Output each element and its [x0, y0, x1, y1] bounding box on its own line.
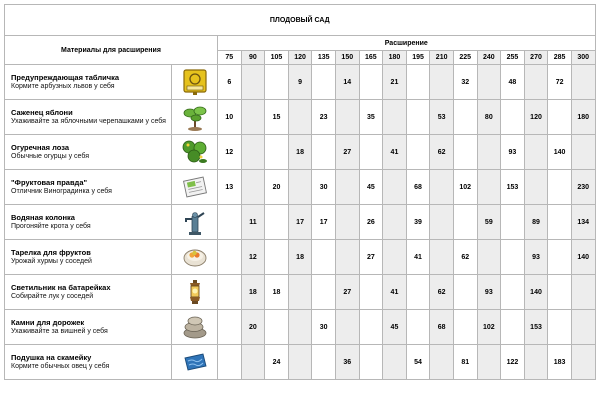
material-description: Прогоняйте крота у себя — [11, 223, 91, 230]
cell-level-75 — [218, 240, 242, 275]
cell-level-150: 14 — [335, 65, 359, 100]
cell-level-285 — [548, 310, 572, 345]
cell-level-300 — [571, 345, 595, 380]
material-name-cell — [5, 205, 172, 240]
material-name: Огуречная лоза — [11, 143, 70, 152]
cell-level-135 — [312, 240, 336, 275]
path-stones-icon — [172, 310, 218, 345]
cell-level-105: 20 — [265, 170, 289, 205]
material-row — [5, 170, 596, 205]
cell-level-75 — [218, 275, 242, 310]
material-name: "Фруктовая правда" — [11, 178, 88, 187]
material-row — [5, 275, 596, 310]
cell-level-150 — [335, 205, 359, 240]
cell-level-105: 15 — [265, 100, 289, 135]
cell-level-135 — [312, 345, 336, 380]
cell-level-105: 24 — [265, 345, 289, 380]
cell-level-90 — [241, 100, 265, 135]
cell-level-285: 140 — [548, 135, 572, 170]
cell-level-225 — [453, 135, 477, 170]
level-header-165: 165 — [359, 51, 383, 65]
fruit-bowl-icon — [172, 240, 218, 275]
cell-level-240: 102 — [477, 310, 501, 345]
lantern-icon — [172, 275, 218, 310]
material-description: Ухаживайте за вишней у себя — [11, 328, 108, 335]
cell-level-225: 102 — [453, 170, 477, 205]
material-description: Ухаживайте за яблочными черепашками у себя — [11, 118, 166, 125]
cell-level-180 — [383, 100, 407, 135]
cell-level-165 — [359, 345, 383, 380]
level-header-240: 240 — [477, 51, 501, 65]
material-row — [5, 345, 596, 380]
cell-level-270 — [524, 135, 548, 170]
cell-level-300: 180 — [571, 100, 595, 135]
cell-level-105 — [265, 240, 289, 275]
cell-level-210: 62 — [430, 275, 454, 310]
cell-level-180 — [383, 170, 407, 205]
material-description: Собирайте лук у соседей — [11, 293, 94, 300]
cell-level-270 — [524, 65, 548, 100]
cell-level-120 — [288, 100, 312, 135]
material-row — [5, 135, 596, 170]
level-header-105: 105 — [265, 51, 289, 65]
material-row — [5, 205, 596, 240]
title-row — [5, 5, 596, 36]
cell-level-240: 80 — [477, 100, 501, 135]
level-header-285: 285 — [548, 51, 572, 65]
cell-level-240 — [477, 135, 501, 170]
material-name-cell — [5, 345, 172, 380]
cell-level-225: 62 — [453, 240, 477, 275]
cell-level-120: 17 — [288, 205, 312, 240]
cell-level-90 — [241, 65, 265, 100]
cell-level-195: 68 — [406, 170, 430, 205]
level-header-180: 180 — [383, 51, 407, 65]
cell-level-240 — [477, 345, 501, 380]
cell-level-180: 41 — [383, 135, 407, 170]
cell-level-195 — [406, 65, 430, 100]
newspaper-icon — [172, 170, 218, 205]
cell-level-240: 93 — [477, 275, 501, 310]
cell-level-75 — [218, 205, 242, 240]
material-name: Подушка на скамейку — [11, 353, 92, 362]
cell-level-285: 72 — [548, 65, 572, 100]
cell-level-300 — [571, 135, 595, 170]
material-name-cell — [5, 135, 172, 170]
orchard-expansion-table-container — [4, 4, 595, 399]
level-header-195: 195 — [406, 51, 430, 65]
cell-level-135 — [312, 275, 336, 310]
cell-level-255 — [501, 275, 525, 310]
cell-level-120: 18 — [288, 135, 312, 170]
cell-level-90: 11 — [241, 205, 265, 240]
material-row — [5, 310, 596, 345]
material-description: Отличник Виноградинка у себя — [11, 188, 112, 195]
cell-level-270: 89 — [524, 205, 548, 240]
header-row — [5, 36, 596, 51]
cell-level-120 — [288, 275, 312, 310]
cell-level-195: 54 — [406, 345, 430, 380]
cell-level-165 — [359, 310, 383, 345]
cell-level-285 — [548, 100, 572, 135]
material-name: Водяная колонка — [11, 213, 75, 222]
cell-level-225: 32 — [453, 65, 477, 100]
cell-level-255 — [501, 205, 525, 240]
level-header-120: 120 — [288, 51, 312, 65]
cell-level-285 — [548, 170, 572, 205]
cell-level-75: 6 — [218, 65, 242, 100]
cell-level-135: 23 — [312, 100, 336, 135]
cell-level-75 — [218, 310, 242, 345]
cell-level-270 — [524, 170, 548, 205]
cell-level-270: 140 — [524, 275, 548, 310]
material-row — [5, 100, 596, 135]
cell-level-195 — [406, 100, 430, 135]
warning-sign-icon — [172, 65, 218, 100]
cell-level-255: 48 — [501, 65, 525, 100]
cell-level-180: 41 — [383, 275, 407, 310]
level-header-135: 135 — [312, 51, 336, 65]
cell-level-225 — [453, 275, 477, 310]
cell-level-255 — [501, 100, 525, 135]
cell-level-300: 134 — [571, 205, 595, 240]
cell-level-90: 18 — [241, 275, 265, 310]
materials-header: Материалы для расширения — [5, 36, 218, 65]
cell-level-165: 26 — [359, 205, 383, 240]
bench-cushion-icon — [172, 345, 218, 380]
cell-level-225 — [453, 310, 477, 345]
material-name: Светильник на батарейках — [11, 283, 111, 292]
cell-level-210 — [430, 240, 454, 275]
cell-level-210 — [430, 205, 454, 240]
cell-level-135 — [312, 65, 336, 100]
cell-level-165: 27 — [359, 240, 383, 275]
cell-level-120 — [288, 170, 312, 205]
cell-level-225: 81 — [453, 345, 477, 380]
cell-level-75: 10 — [218, 100, 242, 135]
cell-level-165 — [359, 65, 383, 100]
page-title: ПЛОДОВЫЙ САД — [5, 5, 596, 36]
cell-level-90 — [241, 345, 265, 380]
cell-level-285 — [548, 275, 572, 310]
cell-level-210 — [430, 170, 454, 205]
cell-level-195: 41 — [406, 240, 430, 275]
cell-level-75: 12 — [218, 135, 242, 170]
cell-level-90: 20 — [241, 310, 265, 345]
cell-level-210 — [430, 65, 454, 100]
material-name-cell — [5, 275, 172, 310]
material-row — [5, 65, 596, 100]
cell-level-120: 9 — [288, 65, 312, 100]
cell-level-120 — [288, 345, 312, 380]
cell-level-225 — [453, 100, 477, 135]
level-header-225: 225 — [453, 51, 477, 65]
cell-level-150 — [335, 240, 359, 275]
orchard-expansion-table — [4, 4, 596, 380]
cell-level-255 — [501, 310, 525, 345]
cell-level-120: 18 — [288, 240, 312, 275]
cell-level-135: 30 — [312, 310, 336, 345]
material-name: Саженец яблони — [11, 108, 73, 117]
cucumber-vine-icon — [172, 135, 218, 170]
cell-level-105 — [265, 310, 289, 345]
cell-level-105 — [265, 65, 289, 100]
cell-level-195: 39 — [406, 205, 430, 240]
cell-level-240 — [477, 170, 501, 205]
cell-level-105: 18 — [265, 275, 289, 310]
cell-level-300: 140 — [571, 240, 595, 275]
cell-level-180 — [383, 345, 407, 380]
cell-level-150: 27 — [335, 275, 359, 310]
cell-level-165: 35 — [359, 100, 383, 135]
apple-sapling-icon — [172, 100, 218, 135]
level-header-90: 90 — [241, 51, 265, 65]
cell-level-270: 120 — [524, 100, 548, 135]
expansion-header: Расширение — [218, 36, 596, 51]
cell-level-180 — [383, 205, 407, 240]
cell-level-210: 68 — [430, 310, 454, 345]
cell-level-150 — [335, 100, 359, 135]
cell-level-270: 93 — [524, 240, 548, 275]
cell-level-195 — [406, 310, 430, 345]
material-name-cell — [5, 170, 172, 205]
material-description: Урожай хурмы у соседей — [11, 258, 92, 265]
material-description: Кормите арбузных львов у себя — [11, 83, 115, 90]
material-name: Тарелка для фруктов — [11, 248, 91, 257]
cell-level-210: 62 — [430, 135, 454, 170]
level-header-300: 300 — [571, 51, 595, 65]
cell-level-135 — [312, 135, 336, 170]
material-name-cell — [5, 310, 172, 345]
cell-level-90 — [241, 135, 265, 170]
cell-level-120 — [288, 310, 312, 345]
cell-level-195 — [406, 135, 430, 170]
level-header-150: 150 — [335, 51, 359, 65]
cell-level-285 — [548, 205, 572, 240]
cell-level-105 — [265, 135, 289, 170]
cell-level-240 — [477, 240, 501, 275]
cell-level-255: 93 — [501, 135, 525, 170]
cell-level-180 — [383, 240, 407, 275]
cell-level-285 — [548, 240, 572, 275]
cell-level-150: 36 — [335, 345, 359, 380]
cell-level-240 — [477, 65, 501, 100]
cell-level-300 — [571, 275, 595, 310]
cell-level-90: 12 — [241, 240, 265, 275]
material-name: Камни для дорожек — [11, 318, 85, 327]
cell-level-210 — [430, 345, 454, 380]
cell-level-255: 122 — [501, 345, 525, 380]
cell-level-165 — [359, 135, 383, 170]
material-row — [5, 240, 596, 275]
cell-level-180: 21 — [383, 65, 407, 100]
cell-level-300 — [571, 310, 595, 345]
material-description: Обычные огурцы у себя — [11, 153, 90, 160]
cell-level-150: 27 — [335, 135, 359, 170]
cell-level-240: 59 — [477, 205, 501, 240]
cell-level-75 — [218, 345, 242, 380]
cell-level-210: 53 — [430, 100, 454, 135]
cell-level-300 — [571, 65, 595, 100]
cell-level-135: 17 — [312, 205, 336, 240]
material-description: Кормите обычных овец у себя — [11, 363, 110, 370]
material-name-cell — [5, 240, 172, 275]
cell-level-180: 45 — [383, 310, 407, 345]
water-pump-icon — [172, 205, 218, 240]
cell-level-255 — [501, 240, 525, 275]
cell-level-285: 183 — [548, 345, 572, 380]
cell-level-135: 30 — [312, 170, 336, 205]
cell-level-90 — [241, 170, 265, 205]
material-name-cell — [5, 65, 172, 100]
level-header-255: 255 — [501, 51, 525, 65]
material-name: Предупреждающая табличка — [11, 73, 119, 82]
level-header-270: 270 — [524, 51, 548, 65]
cell-level-165: 45 — [359, 170, 383, 205]
cell-level-105 — [265, 205, 289, 240]
cell-level-270 — [524, 345, 548, 380]
cell-level-225 — [453, 205, 477, 240]
cell-level-270: 153 — [524, 310, 548, 345]
cell-level-75: 13 — [218, 170, 242, 205]
cell-level-255: 153 — [501, 170, 525, 205]
material-name-cell — [5, 100, 172, 135]
level-header-75: 75 — [218, 51, 242, 65]
cell-level-150 — [335, 310, 359, 345]
level-header-210: 210 — [430, 51, 454, 65]
cell-level-165 — [359, 275, 383, 310]
cell-level-150 — [335, 170, 359, 205]
cell-level-195 — [406, 275, 430, 310]
cell-level-300: 230 — [571, 170, 595, 205]
